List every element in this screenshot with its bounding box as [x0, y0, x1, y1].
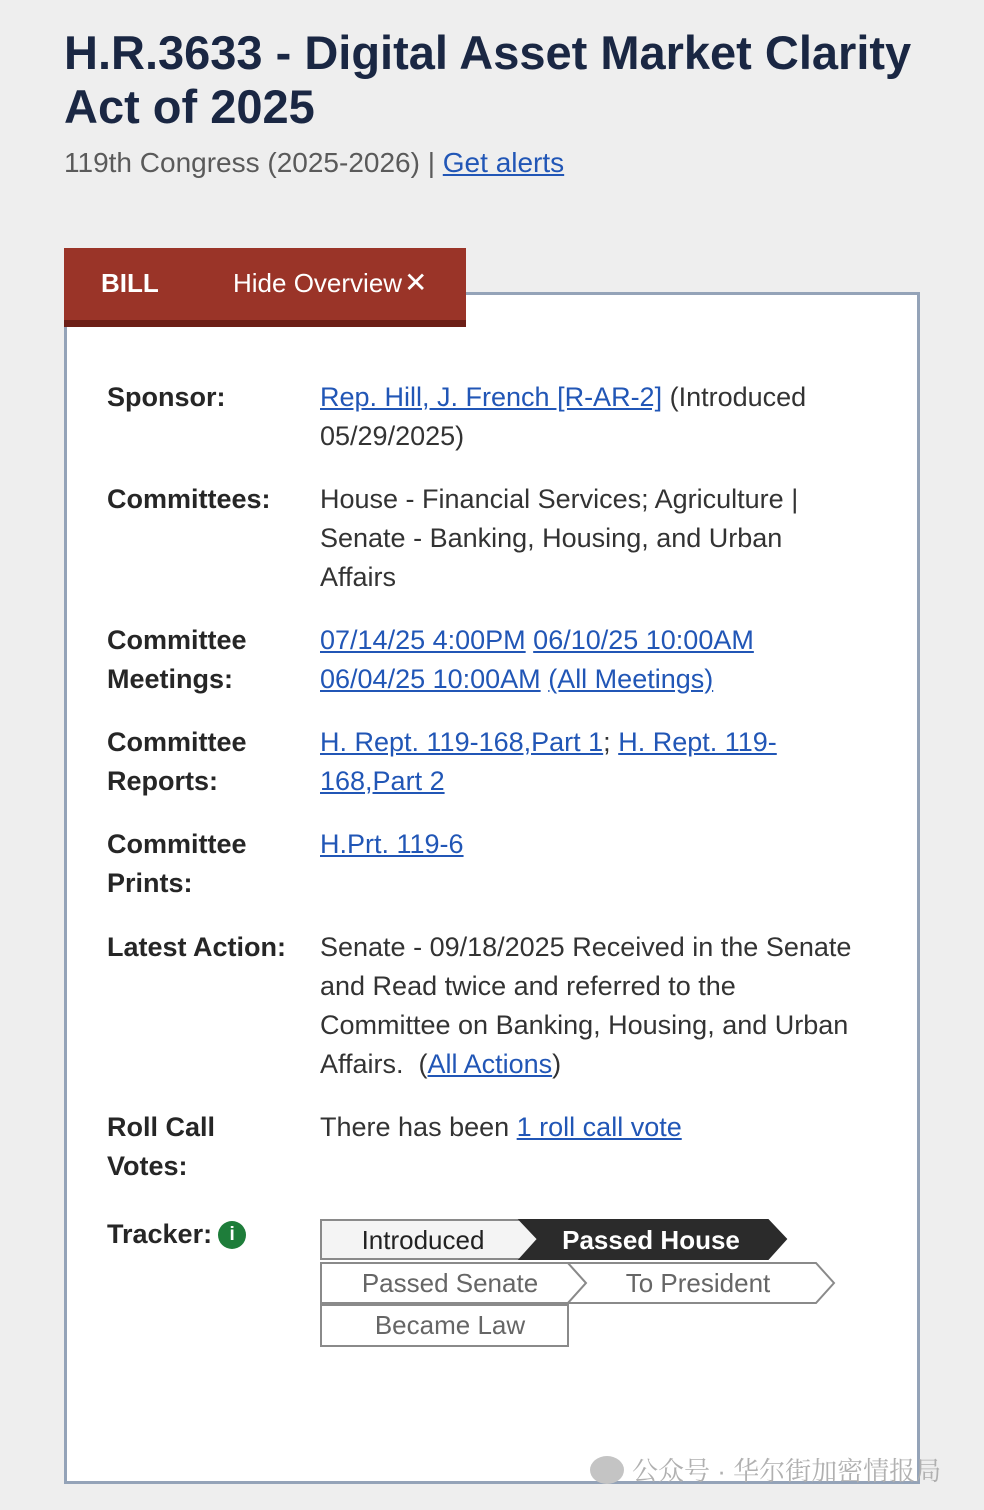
paren-open: ( [418, 1049, 428, 1079]
latest-action-value [320, 928, 860, 1084]
congress-session: 119th Congress (2025-2026) | [64, 147, 435, 178]
prints-label: Committee Prints: [107, 829, 247, 898]
bill-tracker [320, 1219, 840, 1349]
report-separator: ; [603, 727, 611, 757]
prints-value [320, 825, 860, 864]
watermark-text: 公众号 · 华尔街加密情报局 [632, 1456, 942, 1486]
stage-to-president-label: To President [625, 1268, 771, 1298]
roll-call-link[interactable]: 1 roll call vote [516, 1112, 682, 1142]
get-alerts-link[interactable]: Get alerts [442, 147, 565, 178]
stage-passed-senate-label: Passed Senate [361, 1268, 539, 1298]
all-meetings-link[interactable]: (All Meetings) [548, 664, 714, 694]
tracker-label-text: Tracker: [107, 1219, 213, 1249]
report-link-1[interactable]: H. Rept. 119-168,Part 1 [320, 727, 604, 757]
tracker-label [107, 1215, 307, 1254]
print-link[interactable]: H.Prt. 119-6 [320, 829, 464, 859]
close-icon[interactable]: ✕ [404, 267, 428, 298]
page-title: H.R.3633 - Digital Asset Market Clarity Act of 2025 [64, 26, 912, 133]
tracker-graphic [320, 1219, 840, 1349]
latest-action-text: Senate - 09/18/2025 Received in the Senate and Read twice and referred to the Committee on Banking, Housing, and Urban Affairs. [320, 932, 852, 1079]
overview-card [64, 292, 920, 1484]
introduced-date: (Introduced 05/29/2025) [320, 382, 807, 451]
reports-value [320, 723, 860, 801]
committees-label: Committees: [107, 484, 271, 514]
report-link-2[interactable]: H. Rept. 119-168,Part 2 [320, 727, 777, 796]
committees-value: House - Financial Services; Agriculture | Senate - Banking, Housing, and Urban Affairs [320, 484, 799, 592]
paren-close: ) [552, 1049, 562, 1079]
meeting-link-1[interactable]: 07/14/25 4:00PM [320, 625, 526, 655]
stage-became-law-label: Became Law [374, 1310, 526, 1340]
reports-label: Committee Reports: [107, 727, 247, 796]
hide-overview-button[interactable]: Hide Overview [233, 268, 403, 298]
congress-line [64, 145, 564, 181]
meetings-value [320, 621, 860, 699]
meeting-link-3[interactable]: 06/04/25 10:00AM [320, 664, 541, 694]
sponsor-label: Sponsor: [107, 382, 226, 412]
stage-passed-house-label: Passed House [562, 1225, 740, 1255]
tab-bill[interactable]: BILL [101, 268, 159, 298]
wechat-icon [590, 1456, 624, 1484]
overview-tabbar [64, 248, 466, 327]
roll-call-value [320, 1108, 860, 1147]
meeting-link-2[interactable]: 06/10/25 10:00AM [533, 625, 754, 655]
stage-introduced-label: Introduced [361, 1225, 485, 1255]
latest-action-label: Latest Action: [107, 932, 287, 962]
roll-call-prefix: There has been [320, 1112, 510, 1142]
sponsor-value [320, 378, 860, 456]
info-icon[interactable]: i [218, 1221, 246, 1249]
roll-call-label: Roll Call Votes: [107, 1112, 216, 1181]
watermark [590, 1453, 941, 1489]
sponsor-link[interactable]: Rep. Hill, J. French [R-AR-2] [320, 382, 663, 412]
meetings-label: Committee Meetings: [107, 625, 247, 694]
all-actions-link[interactable]: All Actions [427, 1049, 553, 1079]
